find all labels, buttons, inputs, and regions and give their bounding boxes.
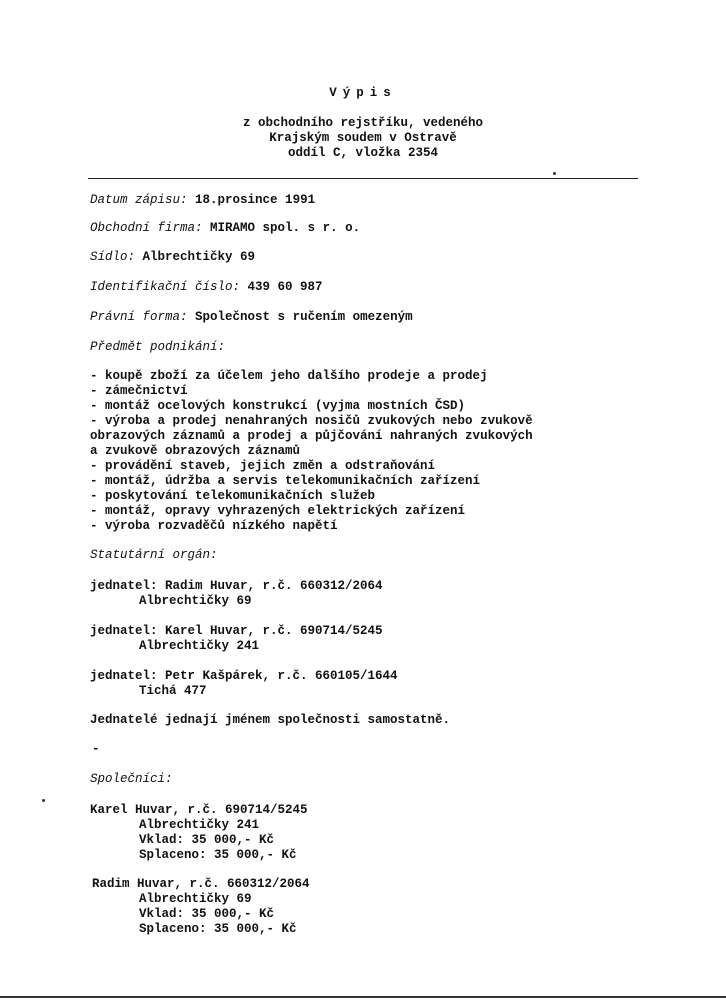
- predmet-item: - poskytování telekomunikačních služeb: [90, 489, 376, 503]
- ico-label: Identifikační číslo:: [90, 280, 241, 294]
- predmet-item: a zvukově obrazových záznamů: [90, 444, 301, 458]
- ink-speck: [553, 172, 556, 175]
- jednatel-3: jednatel: Petr Kašpárek, r.č. 660105/1644: [90, 669, 398, 683]
- firma-row: [90, 221, 360, 236]
- header-line-3: oddíl C, vložka 2354: [287, 146, 439, 160]
- jednani-statement: Jednatelé jednají jménem společnosti samostatně.: [90, 713, 451, 727]
- dash-mark: -: [92, 742, 100, 756]
- spolecnik-1-name: Karel Huvar, r.č. 690714/5245: [90, 803, 308, 817]
- spolecnik-1-address: Albrechtičky 241: [139, 818, 260, 832]
- spolecnik-2-splaceno: Splaceno: 35 000,- Kč: [139, 922, 297, 936]
- jednatel-1-address: Albrechtičky 69: [139, 594, 252, 608]
- spolecnik-2-name: Radim Huvar, r.č. 660312/2064: [92, 877, 310, 891]
- jednatel-3-address: Tichá 477: [139, 684, 207, 698]
- spolecnik-1-splaceno: Splaceno: 35 000,- Kč: [139, 848, 297, 862]
- forma-row: [90, 310, 413, 325]
- predmet-item: - koupě zboží za účelem jeho dalšího prodeje a prodej: [90, 369, 488, 383]
- predmet-item: - výroba a prodej nenahraných nosičů zvukových nebo zvukově: [90, 414, 533, 428]
- jednatel-1: jednatel: Radim Huvar, r.č. 660312/2064: [90, 579, 383, 593]
- datum-label: Datum zápisu:: [90, 193, 188, 207]
- predmet-item: - zámečnictví: [90, 384, 188, 398]
- predmet-item: - montáž ocelových konstrukcí (vyjma mostních ČSD): [90, 399, 466, 413]
- ink-speck: [42, 799, 45, 802]
- datum-row: [90, 193, 315, 208]
- jednatel-2: jednatel: Karel Huvar, r.č. 690714/5245: [90, 624, 383, 638]
- predmet-item: - výroba rozvaděčů nízkého napětí: [90, 519, 338, 533]
- datum-value: 18.prosince 1991: [195, 193, 316, 207]
- predmet-label: Předmět podnikání:: [90, 340, 226, 354]
- predmet-item: - montáž, údržba a servis telekomunikačních zařízení: [90, 474, 481, 488]
- statutarni-label: Statutární orgán:: [90, 548, 218, 562]
- predmet-item: - montáž, opravy vyhrazených elektrických zařízení: [90, 504, 466, 518]
- ico-value: 439 60 987: [247, 280, 323, 294]
- header-line-2: Krajským soudem v Ostravě: [269, 131, 457, 145]
- firma-value: MIRAMO spol. s r. o.: [210, 221, 361, 235]
- jednatel-2-address: Albrechtičky 241: [139, 639, 260, 653]
- header-divider: [88, 178, 638, 179]
- forma-value: Společnost s ručením omezeným: [195, 310, 413, 324]
- spolecnici-label: Společníci:: [90, 772, 173, 786]
- sidlo-value: Albrechtičky 69: [142, 250, 256, 264]
- spolecnik-2-address: Albrechtičky 69: [139, 892, 252, 906]
- firma-label: Obchodní firma:: [90, 221, 203, 235]
- forma-label: Právní forma:: [90, 310, 188, 324]
- predmet-item: obrazových záznamů a prodej a půjčování nahraných zvukových: [90, 429, 533, 443]
- sidlo-row: [90, 250, 255, 265]
- ico-row: [90, 280, 323, 295]
- scan-bottom-edge: [0, 996, 726, 998]
- predmet-item: - provádění staveb, jejich změn a odstraňování: [90, 459, 436, 473]
- document-title: Výpis: [329, 86, 397, 100]
- spolecnik-2-vklad: Vklad: 35 000,- Kč: [139, 907, 275, 921]
- spolecnik-1-vklad: Vklad: 35 000,- Kč: [139, 833, 275, 847]
- header-line-1: z obchodního rejstříku, vedeného: [242, 116, 484, 130]
- sidlo-label: Sídlo:: [90, 250, 136, 264]
